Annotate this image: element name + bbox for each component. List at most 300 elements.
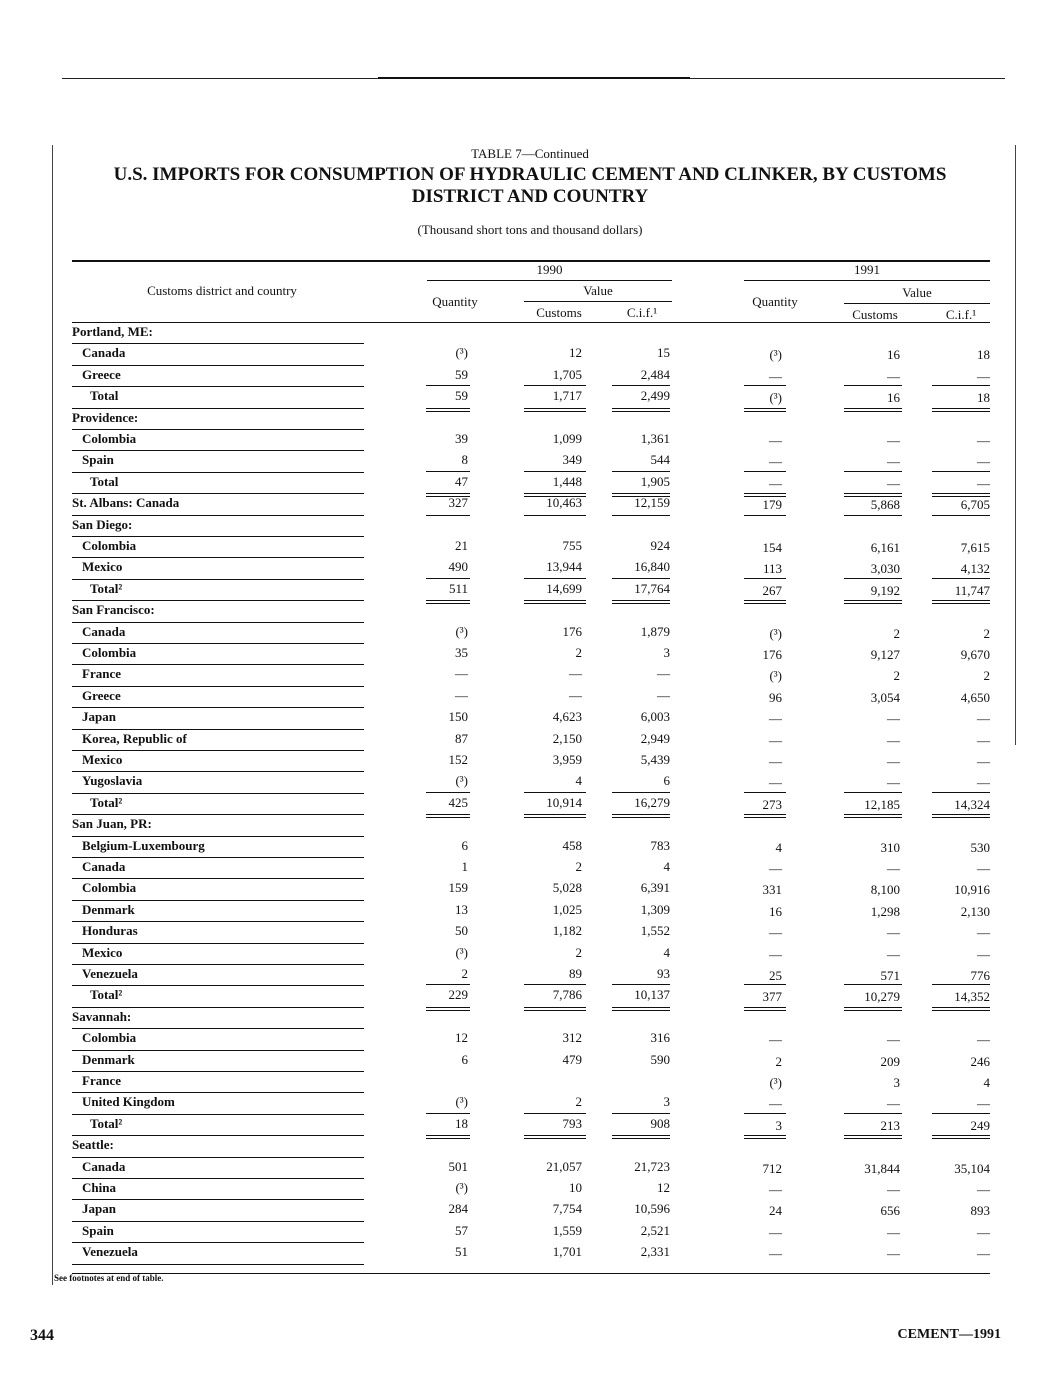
stub-rule xyxy=(72,557,364,558)
value-cell: 511 xyxy=(448,580,468,596)
country-label: France xyxy=(82,666,121,682)
country-label: Venezuela xyxy=(82,1244,138,1260)
stub-rule xyxy=(72,664,364,665)
value-cell: 18 xyxy=(977,347,990,363)
country-label: France xyxy=(82,1073,121,1088)
country-label: United Kingdom xyxy=(82,1094,175,1110)
value-1990-rule xyxy=(524,301,672,302)
country-label: Canada xyxy=(82,859,126,874)
stub-rule xyxy=(72,1221,364,1222)
value-cell: 501 xyxy=(448,1158,468,1174)
total-rule xyxy=(524,600,586,604)
value-cell: (³) xyxy=(455,1094,468,1110)
value-cell: 1,182 xyxy=(552,923,582,939)
total-rule xyxy=(744,515,786,516)
total-rule xyxy=(612,814,670,818)
value-cell: 176 xyxy=(562,623,582,639)
value-cell: 310 xyxy=(880,839,900,855)
stub-rule xyxy=(72,729,364,730)
value-cell: 21,057 xyxy=(546,1158,582,1174)
value-cell: 377 xyxy=(762,989,782,1005)
value-cell: 3 xyxy=(775,1117,782,1133)
value-cell: 6,161 xyxy=(870,540,900,555)
subtotal-rule xyxy=(744,792,786,793)
subtotal-rule xyxy=(844,578,902,579)
value-cell: — xyxy=(887,454,900,470)
value-cell: 249 xyxy=(970,1117,990,1133)
value-cell: 7,754 xyxy=(552,1201,582,1217)
value-cell: 10,137 xyxy=(634,987,670,1003)
total-rule xyxy=(524,1135,586,1139)
value-cell: — xyxy=(569,687,582,703)
value-cell: 312 xyxy=(562,1030,582,1046)
value-cell: 10,279 xyxy=(864,989,900,1005)
value-cell: 893 xyxy=(970,1203,990,1219)
value-cell: — xyxy=(887,433,900,448)
value-cell: 150 xyxy=(448,709,468,725)
value-cell: 96 xyxy=(769,689,782,705)
running-head: CEMENT—1991 xyxy=(897,1327,1001,1342)
value-cell: 10,463 xyxy=(546,495,582,511)
subtotal-rule xyxy=(932,984,990,985)
country-label: Canada xyxy=(82,623,126,639)
value-cell: 9,192 xyxy=(870,582,900,598)
stub-rule xyxy=(72,771,364,772)
country-label: Colombia xyxy=(82,645,137,660)
value-cell: 21 xyxy=(455,538,468,553)
value-cell: — xyxy=(887,946,900,962)
value-cell: — xyxy=(769,475,782,491)
value-cell: 327 xyxy=(448,495,468,511)
stub-rule xyxy=(72,878,364,879)
subtotal-rule xyxy=(844,471,902,472)
subtotal-rule xyxy=(524,984,586,985)
value-cell: (³) xyxy=(769,1075,782,1090)
value-cell: — xyxy=(977,368,990,384)
value-cell: 5,439 xyxy=(640,752,670,767)
subtotal-rule xyxy=(426,471,470,472)
stub-rule xyxy=(72,365,364,366)
quantity-1990-heading: Quantity xyxy=(432,294,478,309)
stub-rule xyxy=(72,622,364,623)
value-cell: — xyxy=(769,861,782,876)
value-cell: 3 xyxy=(893,1075,900,1090)
subtotal-rule xyxy=(426,792,470,793)
value-cell: 2 xyxy=(775,1053,782,1069)
cif-1990-heading: C.i.f.¹ xyxy=(626,305,658,320)
value-cell: 1,701 xyxy=(552,1244,582,1260)
value-cell: 59 xyxy=(455,366,468,382)
value-cell: 776 xyxy=(970,968,990,983)
stub-rule xyxy=(72,921,364,922)
value-cell: 4,650 xyxy=(960,689,990,705)
total-rule xyxy=(844,600,902,604)
stub-rule xyxy=(72,408,364,409)
value-cell: 2 xyxy=(893,668,900,684)
value-cell: 349 xyxy=(562,452,582,468)
value-cell: 2,130 xyxy=(960,903,990,919)
total-rule xyxy=(612,1135,670,1139)
value-cell: 458 xyxy=(562,837,582,853)
year-1991-heading: 1991 xyxy=(854,262,880,277)
value-cell: — xyxy=(657,687,670,703)
subtotal-rule xyxy=(744,385,786,386)
total-rule xyxy=(524,814,586,818)
value-cell: — xyxy=(657,666,670,682)
value-cell: — xyxy=(769,1246,782,1262)
value-cell: 1,025 xyxy=(552,901,582,917)
country-label: Colombia xyxy=(82,880,137,896)
table-label: TABLE 7—Continued xyxy=(471,146,589,161)
value-cell: 1,559 xyxy=(552,1222,582,1238)
value-cell: — xyxy=(887,925,900,941)
stub-rule xyxy=(72,600,364,601)
total-rule xyxy=(426,408,470,412)
value-cell: 50 xyxy=(455,923,468,939)
stub-rule xyxy=(72,536,364,537)
value-cell: 4,132 xyxy=(960,561,990,577)
total-rule xyxy=(844,515,902,516)
value-cell: (³) xyxy=(455,1180,468,1195)
value-cell: — xyxy=(977,946,990,962)
total-rule xyxy=(844,814,902,818)
value-cell: 1 xyxy=(461,859,468,874)
subtotal-rule xyxy=(426,984,470,985)
total-rule xyxy=(744,1007,786,1011)
country-label: China xyxy=(82,1180,116,1195)
table-top-rule xyxy=(72,260,990,262)
total-row-label: Total² xyxy=(90,987,123,1003)
subtotal-rule xyxy=(524,792,586,793)
value-cell: 16 xyxy=(769,903,782,919)
value-cell: — xyxy=(887,732,900,748)
value-cell: 21,723 xyxy=(634,1158,670,1174)
country-label: Denmark xyxy=(82,901,135,917)
value-cell: (³) xyxy=(769,390,782,406)
value-cell: 3 xyxy=(663,1094,670,1110)
value-cell: 2 xyxy=(575,645,582,660)
value-cell: 4 xyxy=(775,839,782,855)
subtotal-rule xyxy=(612,792,670,793)
subtotal-rule xyxy=(932,1113,990,1114)
stub-rule xyxy=(72,1050,364,1051)
value-cell: 1,448 xyxy=(552,473,582,489)
subtotal-rule xyxy=(932,578,990,579)
value-1990-heading: Value xyxy=(583,283,613,298)
value-cell: 793 xyxy=(562,1115,582,1131)
value-cell: 3 xyxy=(663,645,670,660)
country-label: Mexico xyxy=(82,752,123,767)
value-cell: — xyxy=(887,711,900,727)
total-rule xyxy=(744,408,786,412)
value-cell: 656 xyxy=(880,1203,900,1219)
subtotal-rule xyxy=(844,385,902,386)
value-cell: — xyxy=(977,754,990,769)
stub-rule xyxy=(72,1199,364,1200)
country-label: Japan xyxy=(82,1201,116,1217)
value-cell: — xyxy=(977,1224,990,1240)
value-cell: 24 xyxy=(769,1203,782,1219)
value-cell: — xyxy=(887,775,900,791)
total-rule xyxy=(744,814,786,818)
value-cell: 2 xyxy=(575,859,582,874)
total-row-label: Total² xyxy=(90,580,123,596)
value-cell: 2,331 xyxy=(640,1244,670,1260)
district-label: San Diego: xyxy=(72,516,133,532)
subtotal-rule xyxy=(612,578,670,579)
country-label: Honduras xyxy=(82,923,138,939)
value-cell: — xyxy=(887,861,900,876)
country-label: Greece xyxy=(82,366,121,382)
value-cell: 246 xyxy=(970,1053,990,1069)
stub-rule xyxy=(72,343,364,344)
value-cell: 2,499 xyxy=(640,388,670,404)
value-cell: — xyxy=(977,1246,990,1262)
value-cell: 6 xyxy=(461,837,468,853)
table-header xyxy=(70,146,990,238)
subtotal-rule xyxy=(744,471,786,472)
value-cell: 57 xyxy=(455,1222,468,1238)
total-rule xyxy=(524,408,586,412)
value-cell: 35 xyxy=(455,645,468,660)
stub-rule xyxy=(72,450,364,451)
value-cell: 1,298 xyxy=(870,903,900,919)
value-cell: 3,054 xyxy=(870,689,900,705)
total-rule xyxy=(612,408,670,412)
country-label: Greece xyxy=(82,687,121,703)
value-cell: 6,705 xyxy=(960,497,990,513)
customs-1990-heading: Customs xyxy=(536,305,582,320)
value-cell: (³) xyxy=(769,625,782,641)
stub-rule xyxy=(72,1028,364,1029)
total-rule xyxy=(932,408,990,412)
subtotal-rule xyxy=(744,1113,786,1114)
value-cell: 8 xyxy=(461,452,468,468)
value-cell: 2,150 xyxy=(552,730,582,746)
total-rule xyxy=(426,1135,470,1139)
page-number: 344 xyxy=(30,1327,54,1344)
value-cell: 783 xyxy=(650,837,670,853)
table-bottom-rule xyxy=(72,1273,990,1274)
value-cell: 16 xyxy=(887,390,900,406)
stub-rule xyxy=(72,836,364,837)
value-cell: 16,840 xyxy=(634,559,670,575)
subtotal-rule xyxy=(744,984,786,985)
value-cell: 93 xyxy=(657,966,670,981)
total-row-label: Total xyxy=(90,388,119,404)
total-rule xyxy=(612,1007,670,1011)
total-rule xyxy=(744,600,786,604)
value-cell: — xyxy=(887,1246,900,1262)
value-cell: — xyxy=(977,775,990,791)
value-cell: 2 xyxy=(461,966,468,981)
subtotal-rule xyxy=(932,471,990,472)
value-cell: 3,030 xyxy=(870,561,900,577)
value-cell: 5,868 xyxy=(870,497,900,513)
subtotal-rule xyxy=(612,385,670,386)
value-cell: 10,916 xyxy=(954,882,990,898)
value-cell: 331 xyxy=(762,882,782,898)
value-cell: 11,747 xyxy=(954,582,990,598)
subtotal-rule xyxy=(524,471,586,472)
total-rule xyxy=(426,814,470,818)
value-cell: — xyxy=(769,775,782,791)
header-bottom-rule xyxy=(72,322,990,323)
value-cell: — xyxy=(769,711,782,727)
value-cell: 2 xyxy=(983,668,990,684)
country-label: Mexico xyxy=(82,559,123,575)
value-cell: (³) xyxy=(769,668,782,684)
value-cell: 571 xyxy=(880,968,900,983)
value-cell: 87 xyxy=(455,730,468,746)
value-cell: — xyxy=(769,732,782,748)
total-rule xyxy=(426,1007,470,1011)
value-cell: — xyxy=(887,368,900,384)
stub-rule xyxy=(72,1114,364,1115)
value-cell: — xyxy=(769,1032,782,1048)
total-row-label: Total² xyxy=(90,794,123,810)
value-cell: — xyxy=(887,1182,900,1197)
value-cell: 1,879 xyxy=(640,623,670,639)
stub-rule xyxy=(72,750,364,751)
country-label: Colombia xyxy=(82,538,137,553)
stub-rule xyxy=(72,900,364,901)
country-label: Yugoslavia xyxy=(82,773,143,789)
value-cell: 2 xyxy=(575,944,582,960)
value-cell: 4,623 xyxy=(552,709,582,725)
value-cell: (³) xyxy=(455,345,468,361)
country-label: Canada xyxy=(82,345,126,361)
stub-rule xyxy=(72,472,364,473)
stub-rule xyxy=(72,1071,364,1072)
stub-rule xyxy=(72,1264,364,1265)
value-cell: 39 xyxy=(455,431,468,446)
value-cell: 4 xyxy=(663,944,670,960)
value-cell: 7,786 xyxy=(552,987,582,1003)
value-1991-rule xyxy=(844,303,990,304)
stub-rule xyxy=(72,686,364,687)
subtotal-rule xyxy=(524,1113,586,1114)
value-cell: 154 xyxy=(762,540,782,555)
value-cell: — xyxy=(887,1032,900,1048)
country-label: Canada xyxy=(82,1158,126,1174)
subtotal-rule xyxy=(844,1113,902,1114)
value-cell: — xyxy=(977,732,990,748)
total-rule xyxy=(844,1135,902,1139)
value-cell: — xyxy=(977,861,990,876)
value-cell: 316 xyxy=(650,1030,670,1046)
value-cell: 14,352 xyxy=(954,989,990,1005)
stub-rule xyxy=(72,429,364,430)
value-cell: 425 xyxy=(448,794,468,810)
value-cell: — xyxy=(887,1224,900,1240)
value-cell: — xyxy=(887,754,900,769)
top-rule-accent xyxy=(378,77,690,79)
stub-rule xyxy=(72,793,364,794)
value-cell: 12 xyxy=(455,1030,468,1046)
district-label: San Francisco: xyxy=(72,602,155,618)
total-rule xyxy=(426,515,470,516)
country-label: St. Albans: Canada xyxy=(72,495,180,511)
district-label: Seattle: xyxy=(72,1137,114,1153)
value-cell: 229 xyxy=(448,987,468,1003)
value-cell: 590 xyxy=(650,1051,670,1067)
country-label: Venezuela xyxy=(82,966,138,981)
stub-heading: Customs district and country xyxy=(147,283,297,298)
stub-rule xyxy=(72,515,364,516)
value-cell: 479 xyxy=(562,1051,582,1067)
value-cell: 59 xyxy=(455,388,468,404)
value-cell: — xyxy=(769,433,782,448)
value-cell: 9,670 xyxy=(960,647,990,662)
value-cell: 179 xyxy=(762,497,782,513)
value-cell: 4 xyxy=(983,1075,990,1090)
value-cell: — xyxy=(977,925,990,941)
value-cell: 159 xyxy=(448,880,468,896)
year-1991-rule xyxy=(744,280,990,281)
subtotal-rule xyxy=(844,984,902,985)
stub-rule xyxy=(72,814,364,815)
value-cell: 1,361 xyxy=(640,431,670,446)
stub-rule xyxy=(72,1242,364,1243)
value-cell: 10,596 xyxy=(634,1201,670,1217)
year-1990-heading: 1990 xyxy=(536,262,563,277)
table-title: U.S. IMPORTS FOR CONSUMPTION OF HYDRAULIC CEMENT AND CLINKER, BY CUSTOMS DISTRICT AND COUNTRY xyxy=(113,164,947,207)
subtotal-rule xyxy=(426,385,470,386)
value-cell: 1,099 xyxy=(552,431,582,446)
value-1991-heading: Value xyxy=(902,285,932,300)
value-cell: 31,844 xyxy=(864,1160,900,1176)
stub-rule xyxy=(72,1157,364,1158)
value-cell: 209 xyxy=(880,1053,900,1069)
subtotal-rule xyxy=(932,385,990,386)
stub-rule xyxy=(72,643,364,644)
total-rule xyxy=(844,408,902,412)
total-rule xyxy=(612,515,670,516)
value-cell: 2,484 xyxy=(640,366,670,382)
value-cell: 273 xyxy=(762,796,782,812)
total-rule xyxy=(932,1007,990,1011)
value-cell: — xyxy=(769,1182,782,1197)
subtotal-rule xyxy=(524,578,586,579)
value-cell: — xyxy=(887,475,900,491)
value-cell: 2 xyxy=(893,625,900,641)
total-rule xyxy=(932,814,990,818)
country-label: Mexico xyxy=(82,944,123,960)
value-cell: — xyxy=(769,1096,782,1112)
value-cell: 2 xyxy=(575,1094,582,1110)
value-cell: (³) xyxy=(455,944,468,960)
value-cell: 530 xyxy=(970,839,990,855)
total-rule xyxy=(612,600,670,604)
value-cell: — xyxy=(569,666,582,682)
value-cell: 1,705 xyxy=(552,366,582,382)
value-cell: 1,717 xyxy=(552,388,582,404)
stub-rule xyxy=(72,1092,364,1093)
total-rule xyxy=(844,1007,902,1011)
value-cell: (³) xyxy=(455,773,468,789)
value-cell: 213 xyxy=(880,1117,900,1133)
value-cell: 113 xyxy=(762,561,782,577)
value-cell: 2 xyxy=(983,625,990,641)
value-cell: 176 xyxy=(762,647,782,662)
value-cell: 1,552 xyxy=(640,923,670,939)
value-cell: 284 xyxy=(448,1201,468,1217)
country-label: Belgium-Luxembourg xyxy=(82,837,205,853)
value-cell: 12,185 xyxy=(864,796,900,812)
value-cell: — xyxy=(977,1182,990,1197)
stub-rule xyxy=(72,493,364,494)
